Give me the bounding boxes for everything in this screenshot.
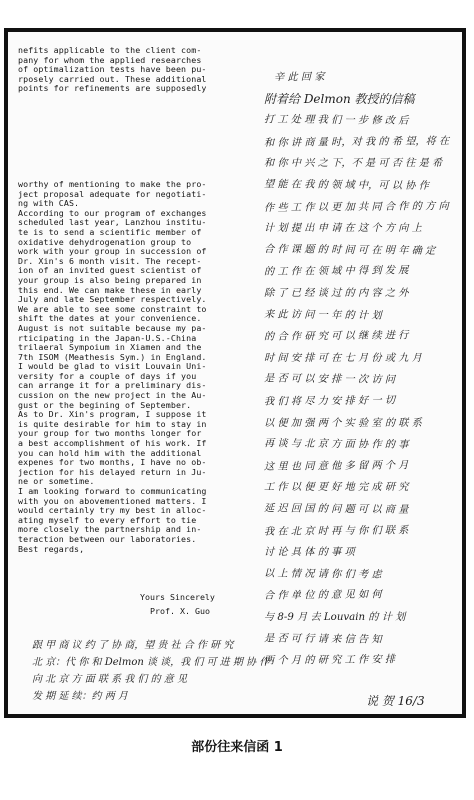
typed-line: July and late September respectively.: [18, 294, 207, 305]
typed-line: your group is also being prepared in: [18, 274, 202, 285]
handwritten-date-signature: 说 贺 16/3: [366, 694, 425, 708]
typed-line: more closely the partnership and in-: [18, 524, 202, 535]
handwritten-line: 作 些 工 作 以 更 加 共 同 合 作 的 方 向: [263, 200, 449, 214]
handwritten-line: 再 谈 与 北 京 方 面 协 作 的 事: [263, 438, 409, 451]
handwritten-line: 是 否 可 以 安 排 一 次 访 问: [263, 373, 396, 387]
handwritten-line: 时 间 安 排 可 在 七 月 份 或 九 月: [264, 352, 422, 364]
typed-line: As to Dr. Xin's program, I suppose it: [18, 409, 207, 420]
typed-line: with you on abovementioned matters. I: [18, 495, 207, 506]
typed-line: ne or sometime.: [18, 476, 95, 487]
typed-line: I am looking forward to communicating: [18, 486, 207, 496]
handwritten-line: 除 了 已 经 谈 过 的 内 容 之 外: [264, 288, 409, 299]
typed-line: ating myself to every effort to tie: [18, 514, 197, 525]
handwritten-line: 以 便 加 强 两 个 实 验 室 的 联 系: [264, 417, 422, 429]
typed-line: your group for two months longer for: [18, 428, 202, 439]
signature-line: Prof. X. Guo: [150, 606, 210, 616]
handwritten-line: 北 京：代 你 和 Delmon 谈 谈，我 们 可 进 期 协 作: [32, 657, 270, 668]
typed-line: is quite desirable for him to stay in: [18, 418, 207, 429]
typed-line: gust or the begining of September.: [18, 399, 192, 410]
typed-line: shift the dates at your convenience.: [18, 313, 202, 324]
handwritten-line: 我 们 将 尽 力 安 排 好 一 切: [263, 395, 396, 408]
typed-line: worthy of mentioning to make the pro-: [18, 179, 207, 189]
typed-line: According to our program of exchanges: [18, 207, 207, 218]
handwritten-line: 与 8-9 月 去 Louvain 的 计 划: [264, 612, 406, 623]
handwritten-line: 是 否 可 行 请 来 信 告 知: [263, 632, 382, 646]
typed-line: trilaeral Sympoium in Xiamen and the: [18, 342, 202, 353]
typed-line: versity for a couple of days if you: [18, 370, 197, 381]
handwritten-line: 辛 此 回 家: [273, 71, 325, 84]
handwritten-line: 打 工 处 理 我 们 一 步 修 改 后: [263, 114, 409, 127]
typed-line: Dr. Xin's 6 month visit. The recept-: [18, 255, 202, 266]
typed-line: nefits applicable to the client com-: [18, 45, 202, 55]
handwritten-line: 发 期 延 续：约 两 月: [32, 691, 128, 702]
typed-paragraph-top: [18, 46, 207, 94]
handwritten-line: 和 你 中 兴 之 下，不 是 可 否 往 是 希: [264, 158, 443, 170]
handwritten-line: 跟 甲 商 议 约 了 协 商，望 贵 社 合 作 研 究: [32, 640, 234, 651]
typed-line: cussion on the new project in the Au-: [18, 390, 207, 401]
handwritten-line: 望 能 在 我 的 领 域 中，可 以 协 作: [263, 179, 429, 192]
handwritten-line: 讨 论 具 体 的 事 项: [264, 547, 355, 559]
typed-line: work with your group in succession of: [18, 246, 207, 257]
handwritten-line: 的 工 作 在 领 域 中 得 到 发 展: [263, 265, 409, 279]
typed-line: August is not suitable because my pa-: [18, 322, 207, 333]
typed-line: jection for his delayed return in Ju-: [18, 466, 207, 477]
typed-line: a best accomplishment of his work. If: [18, 438, 207, 449]
typed-line: oxidative dehydrogenation group to: [18, 236, 192, 247]
typed-line: We are able to see some constraint to: [18, 303, 207, 314]
typed-line: of optimalization tests have been pu-: [18, 64, 207, 75]
typed-line: this end. We can make these in early: [18, 284, 202, 295]
figure-caption: 部份往来信函 1: [191, 740, 283, 755]
typed-line: ion of an invited guest scientist of: [18, 265, 202, 276]
handwritten-line: 这 里 也 同 意 他 多 留 两 个 月: [263, 460, 409, 473]
typed-line: can arrange it for a preliminary dis-: [18, 380, 207, 391]
typed-line: te is to send a scientific member of: [18, 226, 202, 237]
typed-line: scheduled last year, Lanzhou institu-: [18, 217, 207, 228]
handwritten-line: 我 在 北 京 时 再 与 你 们 联 系: [263, 524, 409, 538]
handwritten-line: 合 作 单 位 的 意 见 如 何: [263, 589, 382, 603]
closing-line: Yours Sincerely: [140, 592, 215, 602]
handwritten-line: 以 上 情 况 请 你 们 考 虑: [263, 568, 382, 581]
typed-line: rticipating in the Japan-U.S.-China: [18, 332, 197, 343]
handwritten-line: 和 你 讲 商 量 时，对 我 的 希 望，将 在: [263, 135, 450, 149]
typed-paragraph-main: [18, 180, 207, 554]
typed-line: ject proposal adequate for negotiati-: [18, 188, 207, 199]
handwritten-line: 计 划 提 出 申 请 在 这 个 方 向 上: [264, 223, 422, 235]
handwritten-line: 的 合 作 研 究 可 以 继 续 进 行: [263, 330, 409, 343]
typed-line: points for refinements are supposedly: [18, 83, 207, 94]
typed-line: rposely carried out. These additional: [18, 73, 207, 84]
typed-line: teraction between our laboratories.: [18, 533, 197, 544]
handwritten-line: 延 迟 回 国 的 问 题 可 以 商 量: [263, 503, 409, 516]
handwritten-line: 两 个 月 的 研 究 工 作 安 排: [263, 654, 396, 667]
typed-line: I would be glad to visit Louvain Uni-: [18, 361, 207, 372]
letter-scan: [4, 28, 466, 718]
typed-line: would certainly try my best in alloc-: [18, 505, 207, 516]
handwritten-line: 合 作 课 题 的 时 间 可 在 明 年 确 定: [263, 243, 436, 257]
handwritten-line: 附着给 Delmon 教授的信稿: [264, 91, 415, 106]
typed-line: pany for whom the applied researches: [18, 54, 202, 65]
typed-line: ng with CAS.: [18, 198, 80, 209]
handwritten-line: 工 作 以 便 更 好 地 完 成 研 究: [264, 482, 409, 494]
typed-line: 7th ISOM (Meathesis Sym.) in England.: [18, 351, 207, 362]
handwritten-line: 来 此 访 问 一 年 的 计 划: [263, 308, 382, 322]
handwritten-line: 向 北 京 方 面 联 系 我 们 的 意 见: [32, 674, 187, 685]
typed-line: expenes for two months, I have no ob-: [18, 457, 207, 468]
typed-line: you can hold him with the additional: [18, 447, 202, 458]
typed-line: Best regards,: [18, 543, 85, 554]
